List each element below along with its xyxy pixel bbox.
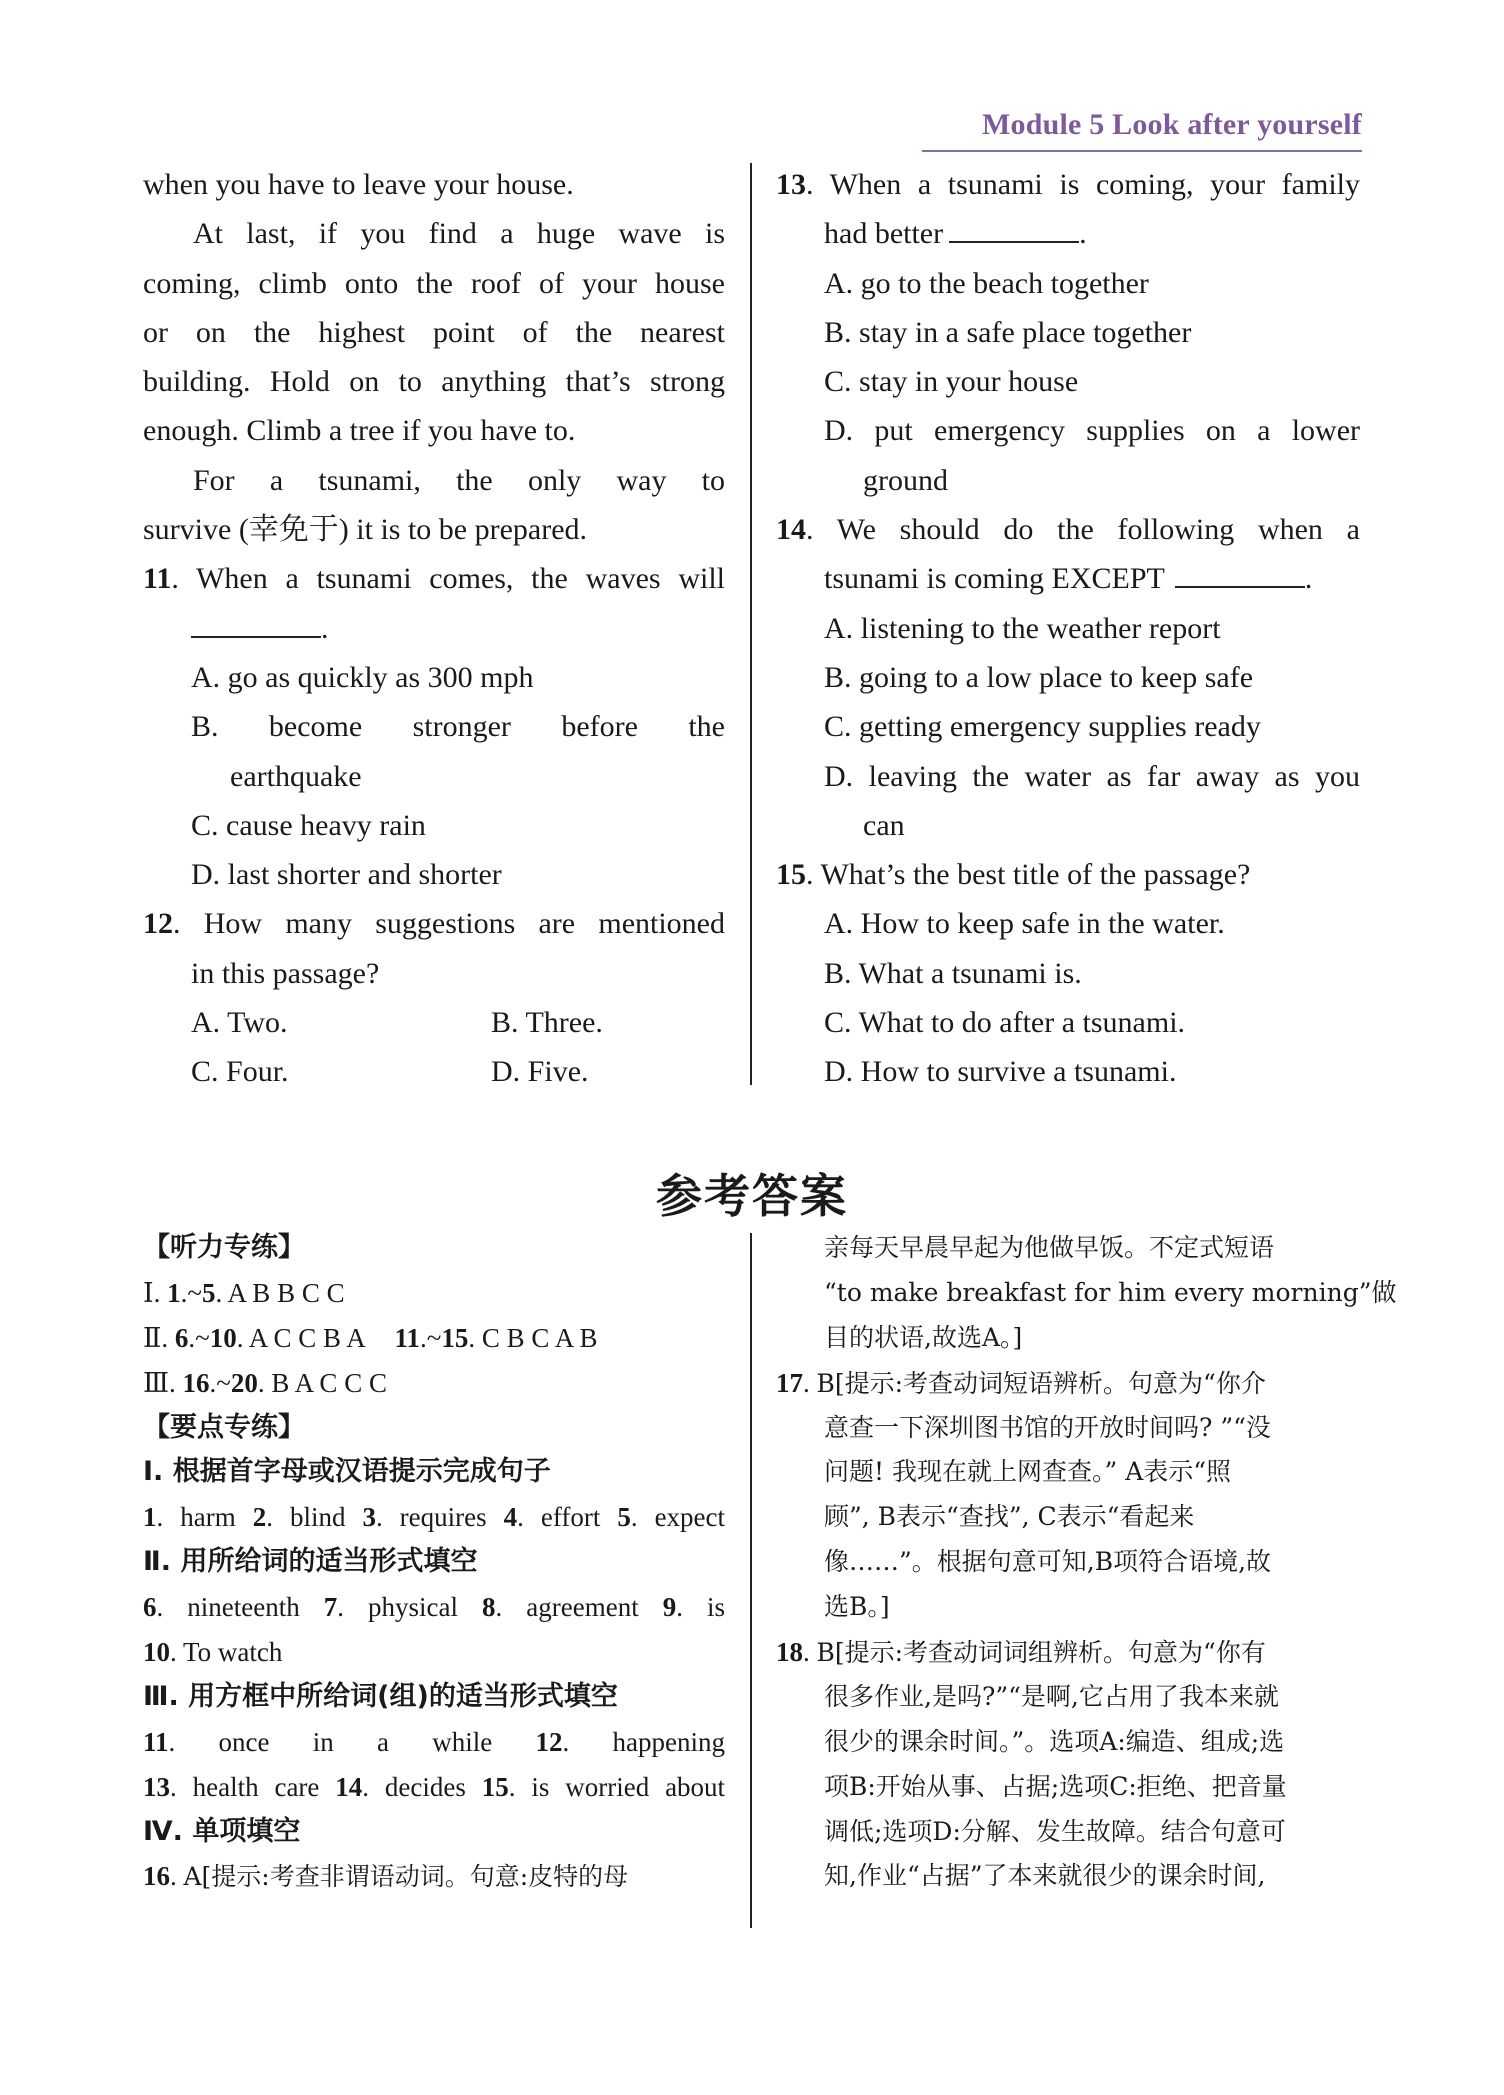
question-12 (143, 899, 725, 1096)
answer-item: 5. expect (617, 1502, 725, 1533)
option (491, 1047, 589, 1096)
text-span: D. (824, 1055, 854, 1089)
answer-item: 1. harm (143, 1502, 236, 1533)
text-span: A B B C C (227, 1277, 345, 1308)
answer-item: 15. is worried about (481, 1771, 725, 1802)
explanation-line: 很少的课余时间。”。选项A:编造、组成;选 (824, 1726, 1285, 1756)
question-stem: When a tsunami is coming, your family (829, 168, 1360, 201)
text-span: is (707, 1592, 725, 1623)
text-span: 7 (323, 1592, 338, 1623)
text-span: blind (289, 1502, 346, 1533)
explanation-line (143, 1854, 725, 1899)
option-continuation: ground (863, 463, 948, 497)
text-span: 3 (362, 1502, 376, 1533)
text-span: A C C B A (248, 1322, 366, 1353)
answer-row (143, 1630, 725, 1675)
passage-line: or on the highest point of the nearest (143, 315, 725, 349)
option (776, 653, 1360, 702)
text-span: 1 (143, 1502, 157, 1533)
subsection-title: Ⅳ. 单项填空 (143, 1815, 301, 1847)
text-span: nineteenth (187, 1592, 300, 1623)
text-span: C. (824, 1006, 852, 1040)
text-span: last shorter and shorter (227, 858, 502, 892)
text-span: B. (824, 956, 852, 990)
explanation-line: 意查一下深圳图书馆的开放时间吗? ”“没 (824, 1412, 1271, 1442)
explanation-line: 问题! 我现在就上网查查。” A表示“照 (824, 1457, 1232, 1487)
subsection-title: Ⅲ. 用方框中所给词(组)的适当形式填空 (143, 1680, 618, 1712)
text-span: 13 (143, 1771, 170, 1802)
question-stem: How many suggestions are mentioned (203, 907, 725, 941)
text-span: A. (824, 907, 854, 941)
question-11: 11. When a tsunami comes, the waves will . A. go as quickly as 300 mph B. become stronger before the earthquake C. cause heavy rain D. last shorter and shorter (143, 554, 725, 899)
text-span: What a tsunami is. (858, 956, 1082, 990)
subsection-title: Ⅰ. 根据首字母或汉语提示完成句子 (143, 1456, 551, 1488)
explanation-line: 顾”, B表示“查找”, C表示“看起来 (824, 1502, 1195, 1532)
text-span: once in a while (218, 1726, 493, 1757)
text-span: 17 (776, 1367, 803, 1398)
passage-line: building. Hold on to anything that’s strong (143, 365, 725, 399)
text-span: 6 (143, 1592, 157, 1623)
option (776, 1047, 1360, 1096)
text-span: 9 (662, 1592, 677, 1623)
column-divider-top (750, 163, 752, 1085)
option (143, 702, 725, 751)
text-span: Ⅰ. (143, 1277, 161, 1308)
text-span: put emergency supplies on a lower (874, 414, 1360, 448)
answer-item: 10. To watch (143, 1637, 283, 1668)
passage-line: coming, climb onto the roof of your house (143, 266, 725, 300)
text-span: How to survive a tsunami. (860, 1055, 1177, 1089)
text-span: 11 (394, 1322, 421, 1353)
text-span: listening to the weather report (860, 611, 1221, 645)
answer-item: . (173, 907, 204, 941)
answer-item: 7. physical (323, 1592, 458, 1623)
answer-row (143, 1585, 725, 1630)
answer-row: Ⅲ. 16.~20. B A C C C (143, 1367, 387, 1398)
explanation-line: “to make breakfast for him every morning”做 (824, 1277, 1397, 1307)
text-span: B. (824, 315, 852, 349)
option (776, 604, 1360, 653)
answer-row: Ⅰ. 1.~5. A B B C C (143, 1277, 345, 1308)
text-span: happening (612, 1726, 725, 1757)
answer-blank (191, 606, 321, 638)
answer-item: 4. effort (503, 1502, 601, 1533)
question-stem: We should do the following when a (836, 513, 1360, 547)
answer-item: 3. requires (362, 1502, 487, 1533)
text-span: B. (491, 1006, 519, 1040)
answer-item: 12. happening (535, 1726, 725, 1757)
explanation-line (776, 1361, 1360, 1406)
text-span: Three. (525, 1006, 603, 1040)
text-span: What to do after a tsunami. (858, 1006, 1186, 1040)
text-span: B. (824, 660, 852, 694)
text-span: agreement (526, 1592, 639, 1623)
text-span: decides (384, 1771, 466, 1802)
explanation-line: 调低;选项D:分解、发生故障。结合句意可 (824, 1816, 1286, 1846)
answer-blank (949, 211, 1079, 243)
text-span: D. (491, 1055, 521, 1089)
answer-item: . (806, 513, 837, 547)
answer-row: Ⅱ. 6.~10. A C C B A 11.~15. C B C A B (143, 1322, 598, 1353)
option (776, 949, 1360, 998)
text-span: 10 (143, 1637, 170, 1668)
text-span: 15 (441, 1322, 469, 1353)
explanation-line: 很多作业,是吗?”“是啊,它占用了我本来就 (824, 1681, 1279, 1711)
text-span: cause heavy rain (226, 808, 426, 842)
subsection-title: Ⅱ. 用所给词的适当形式填空 (143, 1546, 478, 1578)
text-span: 14 (335, 1771, 363, 1802)
option (776, 308, 1360, 357)
option (491, 998, 603, 1047)
text-span: harm (180, 1502, 236, 1533)
text-span: 10 (209, 1322, 237, 1353)
question-14: 14. We should do the following when a tsunami is coming EXCEPT . A. listening to the weather report B. going to a low place to keep safe C. getting emergency supplies ready D. leaving the water as far away as you can (776, 505, 1360, 850)
option (143, 801, 725, 850)
text-span: effort (540, 1502, 601, 1533)
answer-row (143, 1765, 725, 1810)
answer-item: . (803, 1367, 817, 1398)
text-span: 5 (202, 1277, 216, 1308)
option (776, 899, 1360, 948)
option (776, 406, 1360, 455)
module-header: Module 5 Look after yourself (981, 108, 1362, 141)
question-15 (776, 850, 1360, 1096)
text-span: getting emergency supplies ready (859, 710, 1261, 744)
header-rule (922, 150, 1362, 152)
left-column-reading (143, 160, 725, 1097)
passage-line: survive (幸免于) it is to be prepared. (143, 513, 588, 547)
answer-item: 9. is (662, 1592, 725, 1623)
text-span: become stronger before the (268, 710, 725, 744)
answer-item: 11. once in a while (143, 1726, 493, 1757)
option (776, 357, 1360, 406)
text-span: C. (824, 365, 852, 399)
text-span: To watch (183, 1637, 283, 1668)
text-span: expect (654, 1502, 725, 1533)
explanation-line: 选B。] (824, 1592, 890, 1622)
text-span: 2 (252, 1502, 267, 1533)
text-span: D. (191, 858, 221, 892)
passage-line: enough. Climb a tree if you have to. (143, 414, 576, 448)
option-continuation: can (863, 808, 905, 842)
option-continuation: earthquake (230, 759, 362, 793)
question-stem: in this passage? (191, 956, 380, 990)
question-number: 14 (776, 513, 806, 547)
text-span: Two. (227, 1006, 288, 1040)
passage-line: At last, if you find a huge wave is (193, 217, 725, 251)
text-span: go to the beach together (860, 266, 1149, 300)
answer-item: 13. health care (143, 1771, 320, 1802)
option (776, 259, 1360, 308)
text-span: physical (368, 1592, 458, 1623)
answer-item: 6. nineteenth (143, 1592, 300, 1623)
text-span: A. (824, 266, 854, 300)
explanation-line: 目的状语,故选A。] (824, 1322, 1023, 1352)
text-span: A[提示:考查非谓语动词。句意:皮特的母 (183, 1862, 629, 1892)
answer-item: 2. blind (252, 1502, 346, 1533)
text-span: B[提示:考查动词短语辨析。句意为“你介 (816, 1368, 1266, 1398)
text-span: 20 (230, 1367, 258, 1398)
explanation-line (776, 1630, 1360, 1675)
text-span: 16 (182, 1367, 210, 1398)
text-span: How to keep safe in the water. (860, 907, 1225, 941)
text-span: 18 (776, 1637, 803, 1668)
question-stem: had better (824, 217, 944, 251)
text-span: C. (191, 1055, 219, 1089)
option (776, 752, 1360, 801)
option (143, 850, 725, 899)
text-span: 11 (143, 1726, 169, 1757)
option (776, 702, 1360, 751)
option (143, 653, 725, 702)
question-stem: When a tsunami comes, the waves will (196, 562, 725, 596)
text-span: go as quickly as 300 mph (227, 660, 534, 694)
text-span: stay in your house (859, 365, 1079, 399)
column-divider-bottom (750, 1233, 752, 1928)
text-span: leaving the water as far away as you (868, 759, 1360, 793)
answers-title: 参考答案 (656, 1169, 848, 1223)
answer-item: . (803, 1637, 817, 1668)
explanation-line: 知,作业“占据”了本来就很少的课余时间, (824, 1861, 1266, 1891)
right-column-questions (776, 160, 1360, 1097)
option (776, 998, 1360, 1047)
text-span: A. (191, 1006, 221, 1040)
text-span: D. (824, 759, 854, 793)
text-span: health care (192, 1771, 320, 1802)
answer-item: 8. agreement (482, 1592, 639, 1623)
text-span: 1 (167, 1277, 181, 1308)
text-span: A. (824, 611, 854, 645)
question-number: 15 (776, 858, 806, 892)
option (191, 998, 491, 1047)
explanation-line: 像……”。根据句意可知,B项符合语境,故 (824, 1547, 1272, 1577)
text-span: stay in a safe place together (859, 315, 1192, 349)
text-span: A. (191, 660, 221, 694)
text-span: 4 (503, 1502, 518, 1533)
text-span: Ⅱ. (143, 1322, 169, 1353)
text-span: Ⅲ. (143, 1367, 176, 1398)
answers-right-column (776, 1226, 1397, 1899)
text-span: Five. (527, 1055, 589, 1089)
answer-item: . (806, 858, 821, 892)
option (191, 1047, 491, 1096)
answer-item: . (171, 562, 197, 596)
text-span: B A C C C (271, 1367, 387, 1398)
answer-item: . (806, 168, 830, 201)
text-span: 5 (617, 1502, 631, 1533)
text-span: requires (399, 1502, 487, 1533)
text-span: C. (191, 808, 219, 842)
answer-item: . (170, 1861, 184, 1892)
explanation-line: 项B:开始从事、占据;选项C:拒绝、把音量 (824, 1771, 1287, 1801)
answers-left-column (143, 1226, 725, 1899)
text-span: 16 (143, 1861, 170, 1892)
section-heading: 【听力专练】 (143, 1232, 305, 1263)
question-stem: What’s the best title of the passage? (820, 858, 1251, 892)
section-heading: 【要点专练】 (143, 1411, 305, 1443)
explanation-line: 亲每天早晨早起为他做早饭。不定式短语 (824, 1233, 1275, 1262)
text-span: B. (191, 710, 219, 744)
text-span: going to a low place to keep safe (859, 660, 1254, 694)
text-span: D. (824, 414, 854, 448)
text-span: 8 (482, 1592, 496, 1623)
text-span: B[提示:考查动词词组辨析。句意为“你有 (816, 1638, 1266, 1668)
question-number: 11 (143, 562, 172, 596)
text-span: 6 (174, 1322, 189, 1353)
text-span: Four. (226, 1055, 289, 1089)
text-span: C. (824, 710, 852, 744)
text-span: C B C A B (481, 1322, 598, 1353)
answer-blank (1175, 556, 1305, 588)
text-span: 15 (481, 1771, 509, 1802)
question-13: 13. When a tsunami is coming, your family had better . A. go to the beach together B. stay in a safe place together C. stay in your house D. put emergency supplies on a lower ground (776, 160, 1360, 505)
question-number: 13 (776, 168, 806, 201)
text-span: 12 (535, 1726, 563, 1757)
answer-item: 14. decides (335, 1771, 466, 1802)
answer-row (143, 1495, 725, 1540)
passage-line: when you have to leave your house. (143, 168, 574, 201)
question-number: 12 (143, 907, 173, 941)
question-stem: tsunami is coming EXCEPT (824, 562, 1165, 596)
passage-line: For a tsunami, the only way to (193, 463, 725, 497)
answer-row (143, 1720, 725, 1765)
text-span: is worried about (531, 1771, 725, 1802)
